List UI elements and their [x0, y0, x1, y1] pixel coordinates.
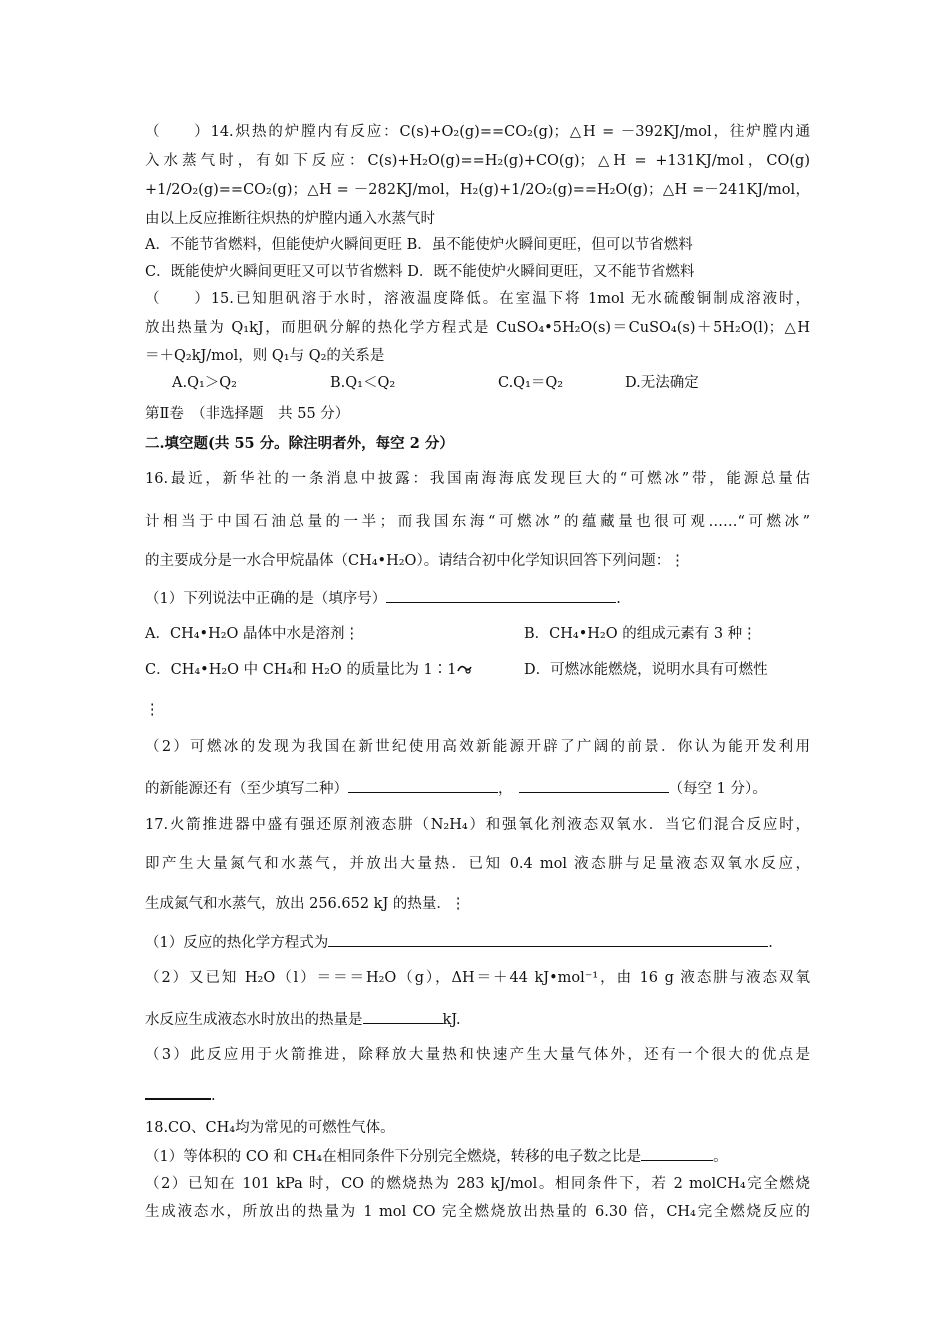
q16-line-3: 的主要成分是一水合甲烷晶体（CH₄•H₂O）。请结合初中化学知识回答下列问题：⋮ — [145, 553, 685, 569]
q16-sub2-comma: ， — [498, 781, 513, 797]
q15-option-c: C.Q₁＝Q₂ — [498, 375, 564, 391]
q16-dots: ⋮ — [145, 702, 160, 718]
q17-sub2-line-2 — [145, 1009, 461, 1030]
q15-line-1: （ ）15.已知胆矾溶于水时，溶液温度降低。在室温下将 1mol 无水硫酸铜制成溶液时， — [145, 291, 810, 307]
q14-options-ab: A．不能节省燃料，但能使炉火瞬间更旺 B．虽不能使炉火瞬间更旺，但可以节省燃料 — [145, 237, 693, 253]
q14-line-4: 由以上反应推断往炽热的炉膛内通入水蒸气时 — [145, 211, 435, 227]
q16-option-a: A．CH₄•H₂O 晶体中水是溶剂⋮ — [145, 626, 360, 642]
q16-option-b: B．CH₄•H₂O 的组成元素有 3 种⋮ — [524, 626, 757, 642]
q16-sub1-end: . — [616, 591, 621, 607]
section-title: 第Ⅱ卷 （非选择题 共 55 分） — [145, 406, 350, 422]
q17-sub2-unit: kJ. — [442, 1012, 461, 1028]
q17-sub1-answer-blank[interactable] — [328, 932, 768, 947]
q17-sub1-text: （1）反应的热化学方程式为 — [145, 935, 329, 951]
q15-option-b: B.Q₁＜Q₂ — [330, 375, 396, 391]
q18-sub1-answer-blank[interactable] — [641, 1146, 713, 1161]
q15-option-d: D.无法确定 — [625, 375, 699, 391]
section-subtitle: 二.填空题(共 55 分。除注明者外，每空 2 分） — [145, 435, 454, 452]
q15-option-a: A.Q₁＞Q₂ — [172, 375, 237, 391]
q16-option-c-text: C．CH₄•H₂O 中 CH₄和 H₂O 的质量比为 1∶1 — [145, 662, 457, 678]
q17-sub2-line-1: （2）又已知 H₂O（l）＝＝＝H₂O（g），ΔH＝＋44 kJ•mol⁻¹，由 16 g 液态肼与液态双氧 — [145, 970, 810, 986]
q17-sub3-answer-blank[interactable] — [145, 1084, 211, 1100]
q17-line-2: 即产生大量氮气和水蒸气，并放出大量热．已知 0.4 mol 液态肼与足量液态双氧水反应， — [145, 856, 810, 872]
q17-sub1 — [145, 932, 773, 953]
q18-sub1-text: （1）等体积的 CO 和 CH₄在相同条件下分别完全燃烧，转移的电子数之比是 — [145, 1149, 642, 1165]
q16-sub1-text: （1）下列说法中正确的是（填序号） — [145, 591, 387, 607]
q16-sub2-text: 的新能源还有（至少填写二种） — [145, 781, 348, 797]
q17-sub3-line-2 — [145, 1084, 216, 1106]
q14-line-3: +1/2O₂(g)==CO₂(g)；△H = －282KJ/mol，H₂(g)+1/2O₂(g)==H₂O(g)；△H =－241KJ/mol， — [145, 182, 810, 198]
ink-mark-icon — [456, 663, 474, 675]
q17-sub3-end: . — [211, 1088, 216, 1104]
q17-sub2-answer-blank[interactable] — [363, 1009, 443, 1024]
q14-options-cd: C．既能使炉火瞬间更旺又可以节省燃料 D．既不能使炉火瞬间更旺，又不能节省燃料 — [145, 264, 695, 280]
q16-option-d: D．可燃冰能燃烧，说明水具有可燃性 — [524, 662, 768, 678]
q18-sub2-line-2: 生成液态水，所放出的热量为 1 mol CO 完全燃烧放出热量的 6.30 倍，CH₄完全燃烧反应的 — [145, 1204, 810, 1220]
q16-sub1-answer-blank[interactable] — [386, 588, 616, 603]
q15-line-3: ＝＋Q₂kJ/mol，则 Q₁与 Q₂的关系是 — [145, 348, 385, 364]
q17-sub2-text: 水反应生成液态水时放出的热量是 — [145, 1012, 363, 1028]
q18-sub1-end: 。 — [713, 1149, 728, 1165]
q17-sub1-end: . — [768, 935, 773, 951]
q16-sub2-line-2 — [145, 778, 767, 799]
q16-sub1 — [145, 588, 621, 609]
q18-sub2-line-1: （2）已知在 101 kPa 时，CO 的燃烧热为 283 kJ/mol。相同条件下，若 2 molCH₄完全燃烧 — [145, 1176, 810, 1192]
q16-line-1: 16.最近，新华社的一条消息中披露：我国南海海底发现巨大的“可燃冰”带，能源总量估 — [145, 471, 810, 487]
q18-line-1: 18.CO、CH₄均为常见的可燃性气体。 — [145, 1120, 395, 1136]
q17-line-1: 17.火箭推进器中盛有强还原剂液态肼（N₂H₄）和强氧化剂液态双氧水．当它们混合反应时， — [145, 817, 810, 833]
q17-line-3: 生成氮气和水蒸气，放出 256.652 kJ 的热量．⋮ — [145, 896, 466, 912]
q14-line-1: （ ）14.炽热的炉膛内有反应：C(s)+O₂(g)==CO₂(g)；△H = －392KJ/mol，往炉膛内通 — [145, 124, 810, 140]
q16-sub2-answer-blank-2[interactable] — [519, 778, 669, 793]
q17-sub3-line-1: （3）此反应用于火箭推进，除释放大量热和快速产生大量气体外，还有一个很大的优点是 — [145, 1047, 810, 1063]
q18-sub1 — [145, 1146, 728, 1167]
q16-line-2: 计相当于中国石油总量的一半；而我国东海“可燃冰”的蕴藏量也很可观……“可燃冰” — [145, 514, 810, 530]
q16-sub2-end: （每空 1 分）。 — [668, 781, 767, 797]
q14-line-2: 入水蒸气时，有如下反应：C(s)+H₂O(g)==H₂(g)+CO(g)；△H = +131KJ/mol，CO(g) — [145, 153, 810, 169]
q16-sub2-answer-blank-1[interactable] — [348, 778, 498, 793]
q15-line-2: 放出热量为 Q₁kJ，而胆矾分解的热化学方程式是 CuSO₄•5H₂O(s)＝CuSO₄(s)＋5H₂O(l)；△H — [145, 320, 810, 336]
q16-sub2-line-1: （2）可燃冰的发现为我国在新世纪使用高效新能源开辟了广阔的前景．你认为能开发利用 — [145, 739, 810, 755]
q16-option-c — [145, 660, 474, 680]
